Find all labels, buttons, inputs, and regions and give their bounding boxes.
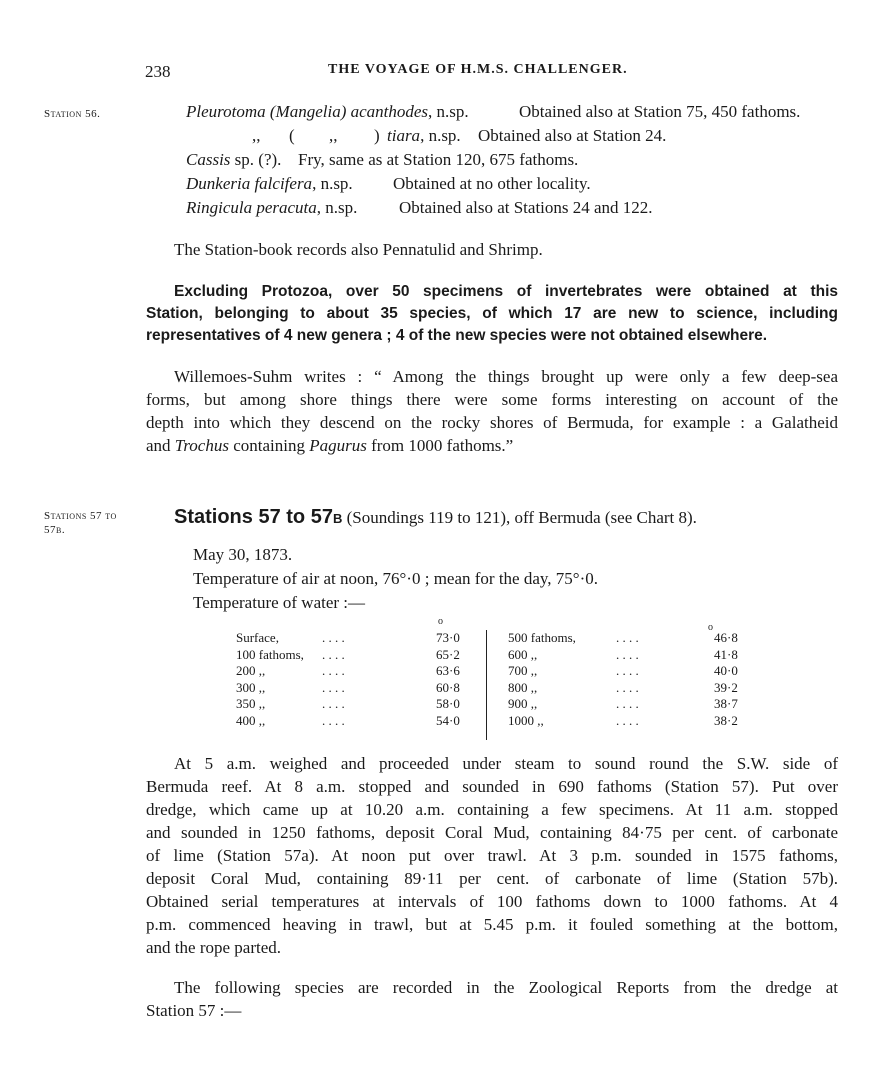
table-leader: . . . .: [616, 712, 639, 728]
table-depth: 350 ,,: [236, 696, 266, 711]
air-temperature: Temperature of air at noon, 76°·0 ; mean for the day, 75°·0.: [193, 569, 598, 588]
table-value: 60·8: [436, 679, 460, 695]
species-name: Pleurotoma (Mangelia) acanthodes: [186, 102, 429, 121]
stations-heading: [174, 506, 697, 529]
ditto-mark: ,,: [252, 126, 261, 145]
table-value: 73·0: [436, 630, 460, 645]
table-leader: . . . .: [322, 696, 345, 711]
species-note: Obtained also at Station 24.: [478, 126, 667, 145]
margin-note-stations-57-line1: Stations 57 to: [44, 510, 117, 522]
heading-bold-sub: B: [332, 511, 343, 526]
table-leader: . . . .: [322, 663, 345, 678]
quote-line: forms, but among shore things there were some forms interesting on account of the: [146, 390, 838, 409]
table-depth: 1000 ,,: [508, 712, 544, 728]
heading-bold: Stations 57 to 57: [174, 506, 333, 528]
species-note: Fry, same as at Station 120, 675 fathoms.: [298, 150, 579, 169]
table-depth: 600 ,,: [508, 646, 538, 662]
quote-text: and: [146, 436, 175, 455]
quote-line: [146, 436, 513, 456]
species-suffix: , n.sp.: [316, 198, 358, 217]
species-entry: [186, 150, 579, 170]
table-depth: 700 ,,: [508, 663, 538, 678]
species-suffix: sp. (?).: [230, 150, 282, 169]
species-entry: [186, 102, 801, 122]
degree-mark-left: o: [438, 616, 443, 627]
species-name: Ringicula peracuta: [186, 198, 317, 217]
table-value: 39·2: [714, 679, 738, 695]
table-value: 46·8: [714, 630, 738, 645]
station-book-note: The Station-book records also Pennatulid and Shrimp.: [174, 240, 543, 259]
narrative-line: Obtained serial temperatures at intervals of 100 fathoms down to 1000 fathoms. At 4: [146, 892, 838, 911]
narrative-line: deposit Coral Mud, containing 89·11 per cent. of carbonate of lime (Station 57b).: [146, 869, 838, 888]
table-value: 38·2: [714, 712, 738, 728]
table-leader: . . . .: [322, 630, 345, 645]
following-line: Station 57 :—: [146, 1001, 242, 1020]
species-suffix: , n.sp.: [420, 126, 461, 145]
species-suffix: , n.sp.: [428, 102, 469, 121]
following-line: The following species are recorded in the Zoological Reports from the dredge at: [174, 978, 838, 997]
quote-text: from 1000 fathoms.”: [366, 436, 514, 455]
table-depth: 900 ,,: [508, 696, 538, 711]
species-entry: [186, 174, 591, 194]
table-depth: 500 fathoms,: [508, 630, 576, 645]
summary-line: representatives of 4 new genera ; 4 of the new species were not obtained elsewhere.: [146, 327, 768, 344]
quote-italic-pagurus: Pagurus: [309, 436, 367, 455]
summary-line: Excluding Protozoa, over 50 specimens of invertebrates were obtained at this: [174, 283, 838, 300]
quote-line: depth into which they descend on the rocky shores of Bermuda, for example : a Galatheid: [146, 413, 838, 432]
water-temperature-label: Temperature of water :—: [193, 593, 366, 612]
table-value: 54·0: [436, 712, 460, 728]
table-depth: Surface,: [236, 630, 279, 645]
quote-text: containing: [228, 436, 310, 455]
table-value: 38·7: [714, 696, 738, 711]
narrative-line: p.m. commenced heaving in trawl, but at 5.45 p.m. it fouled something at the bottom,: [146, 915, 838, 934]
species-note: Obtained also at Station 75, 450 fathoms.: [519, 102, 801, 121]
narrative-line: and the rope parted.: [146, 938, 281, 957]
table-depth: 100 fathoms,: [236, 646, 304, 662]
narrative-line: Bermuda reef. At 8 a.m. stopped and sounded in 690 fathoms (Station 57). Put over: [146, 777, 838, 796]
table-leader: . . . .: [616, 679, 639, 695]
table-leader: . . . .: [322, 646, 345, 662]
degree-mark-right: o: [708, 622, 713, 633]
species-suffix: , n.sp.: [312, 174, 353, 193]
narrative-line: dredge, which came up at 10.20 a.m. containing a few specimens. At 11 a.m. stopped: [146, 800, 838, 819]
table-value: 63·6: [436, 663, 460, 678]
heading-rest: (Soundings 119 to 121), off Bermuda (see Chart 8).: [342, 508, 697, 527]
table-leader: . . . .: [322, 712, 345, 728]
species-name: Dunkeria falcifera: [186, 174, 313, 193]
page-number: 238: [145, 62, 171, 81]
table-depth: 800 ,,: [508, 679, 538, 695]
species-name: tiara: [387, 126, 421, 145]
table-depth: 200 ,,: [236, 663, 266, 678]
ditto-mark: ,,: [329, 126, 338, 145]
table-value: 65·2: [436, 646, 460, 662]
running-title: THE VOYAGE OF H.M.S. CHALLENGER.: [328, 62, 628, 77]
date: May 30, 1873.: [193, 545, 293, 564]
margin-note-stations-57-line2: 57b.: [44, 524, 66, 536]
table-value: 40·0: [714, 663, 738, 678]
species-note: Obtained also at Stations 24 and 122.: [399, 198, 653, 217]
narrative-line: and sounded in 1250 fathoms, deposit Coral Mud, containing 84·75 per cent. of carbonate: [146, 823, 838, 842]
table-leader: . . . .: [616, 630, 639, 645]
paren-close: ): [374, 126, 380, 145]
table-leader: . . . .: [322, 679, 345, 695]
species-name: Cassis: [186, 150, 231, 169]
table-leader: . . . .: [616, 646, 639, 662]
paren-open: (: [289, 126, 295, 145]
table-depth: 300 ,,: [236, 679, 266, 695]
species-entry: [186, 198, 653, 218]
summary-line: Station, belonging to about 35 species, of which 17 are new to science, including: [146, 305, 838, 322]
margin-note-station-56: Station 56.: [44, 108, 101, 120]
species-note: Obtained at no other locality.: [393, 174, 591, 193]
table-leader: . . . .: [616, 663, 639, 678]
table-leader: . . . .: [616, 696, 639, 711]
narrative-line: of lime (Station 57a). At noon put over trawl. At 3 p.m. sounded in 1575 fathoms,: [146, 846, 838, 865]
quote-italic-trochus: Trochus: [174, 436, 229, 455]
narrative-line: At 5 a.m. weighed and proceeded under steam to sound round the S.W. side of: [174, 754, 838, 773]
table-depth: 400 ,,: [236, 712, 266, 728]
table-divider: [486, 630, 487, 740]
table-value: 41·8: [714, 646, 738, 662]
quote-line: Willemoes-Suhm writes : “ Among the things brought up were only a few deep-sea: [174, 367, 838, 386]
table-value: 58·0: [436, 696, 460, 711]
